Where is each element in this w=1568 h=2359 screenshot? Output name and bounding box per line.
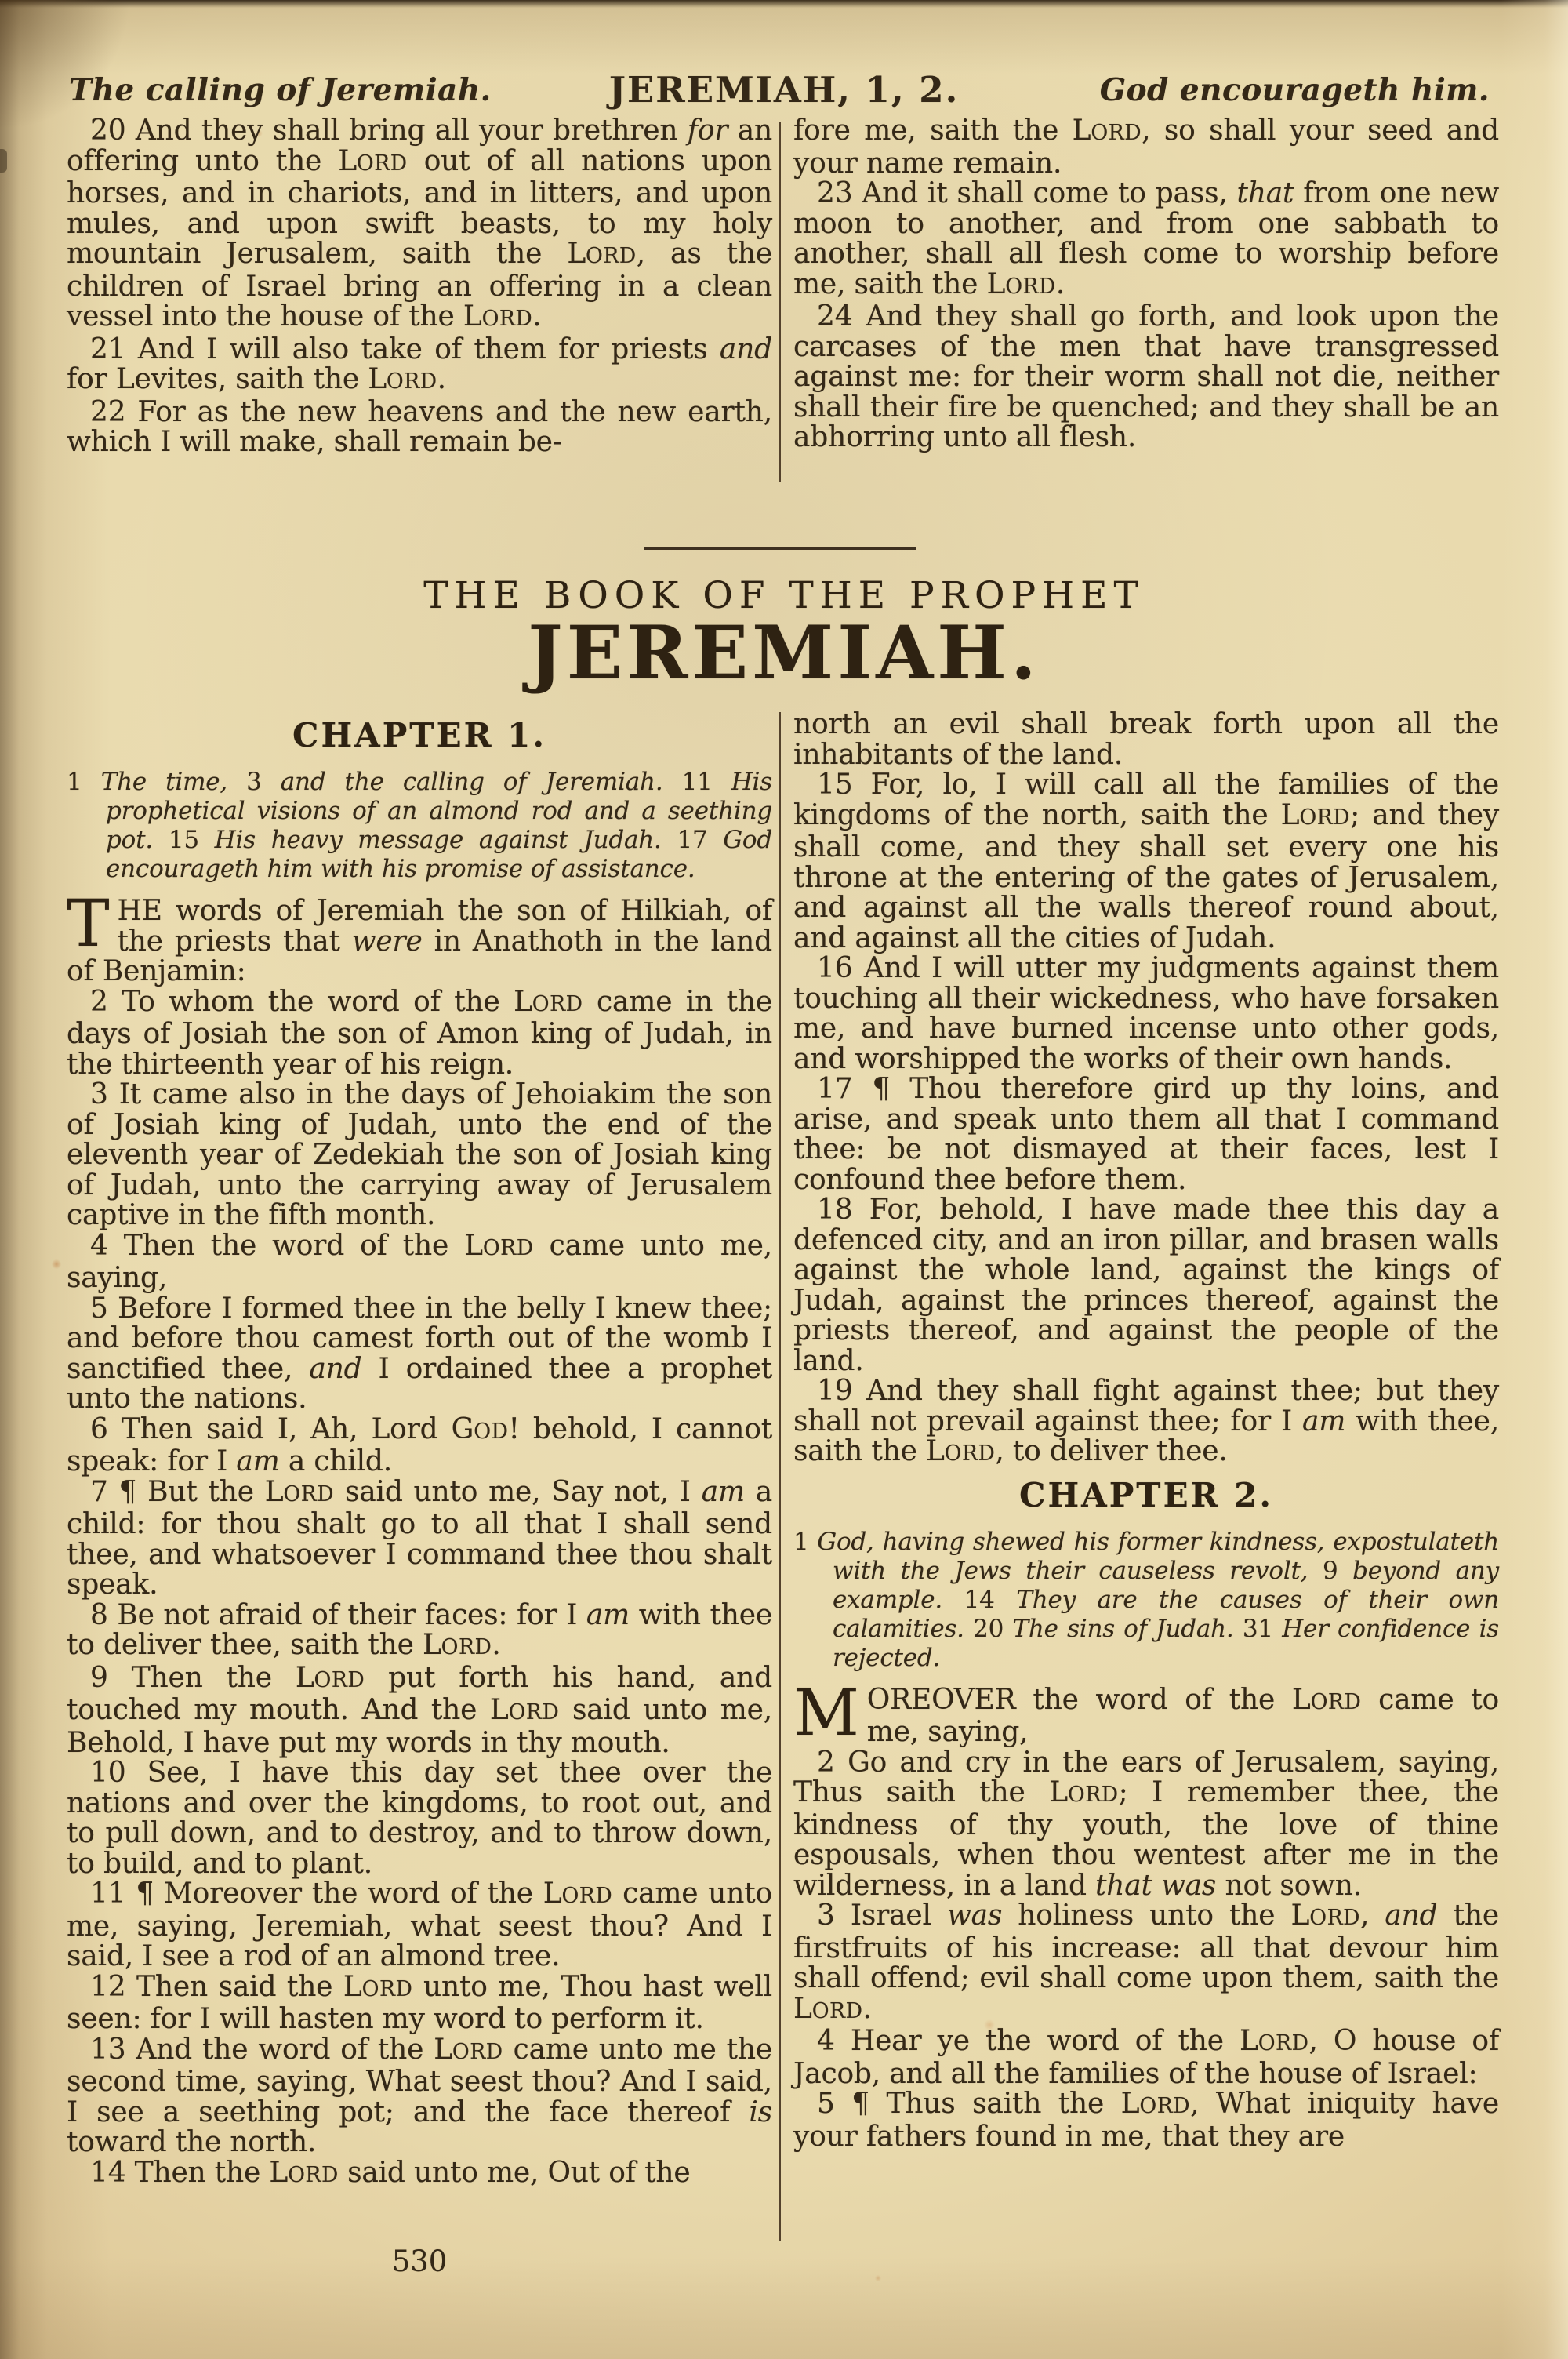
verse-paragraph: 18 For, behold, I have made thee this day a defenced city, and an iron pillar, and brasen walls against the whole land, against the kings of Judah, against the princes thereof, against the priests thereof, and against the people of the land. xyxy=(793,1194,1499,1377)
main-left-column xyxy=(67,710,772,2190)
verse-paragraph: 12 Then said the LORD unto me, Thou hast well seen: for I will hasten my word to perform it. xyxy=(67,1970,772,2035)
verse-paragraph: 3 It came also in the days of Jehoiakim the son of Josiah king of Judah, unto the end of the eleventh year of Zedekiah the son of Josiah king of Judah, unto the carrying away of Jerusalem captive in the fifth month. xyxy=(67,1078,772,1231)
drop-cap: T xyxy=(67,887,110,961)
chapter-summary: 1 God, having shewed his former kindness, expostulateth with the Jews their causeless revolt, 9 beyond any example. 14 They are the causes of their own calamities. 20 The sins of Judah. 31 Her confidence is rejected. xyxy=(793,1527,1500,1672)
verse-paragraph: 24 And they shall go forth, and look upon the carcases of the men that have transgressed against me: for their worm shall not die, neither shall their fire be quenched; and they shall be an abhorring unto all flesh. xyxy=(793,300,1499,453)
verse-continuation: fore me, saith the LORD, so shall your seed and your name remain. xyxy=(793,114,1500,180)
book-title-line1: THE BOOK OF THE PROPHET xyxy=(423,574,1145,617)
chapter-heading: CHAPTER 1. xyxy=(292,716,546,754)
verse-paragraph: 21 And I will also take of them for priests and for Levites, saith the LORD. xyxy=(67,333,772,395)
running-head-center: JEREMIAH, 1, 2. xyxy=(608,69,960,111)
page-edge-mark xyxy=(0,149,7,173)
verse-paragraph: 19 And they shall fight against thee; but they shall not prevail against thee; for I am with thee, saith the LORD, to deliver thee. xyxy=(793,1375,1500,1467)
top-right-column xyxy=(793,116,1499,453)
chapter-summary: 1 The time, 3 and the calling of Jeremiah. 11 His prophetical visions of an almond rod and a seething pot. 15 His heavy message against Judah. 17 God encourageth him with his promise of assistance. xyxy=(67,768,772,883)
verse-paragraph-dropcap: THE words of Jeremiah the son of Hilkiah, of the priests that were in Anathoth in the land of Benjamin: xyxy=(67,887,772,987)
running-head-left: The calling of Jeremiah. xyxy=(69,72,492,108)
verse-continuation: north an evil shall break forth upon all the inhabitants of the land. xyxy=(793,708,1499,771)
verse-paragraph: 20 And they shall bring all your brethren for an offering unto the LORD out of all nations upon horses, and in chariots, and in litters, and upon mules, and upon swift beasts, to my holy mountain Jerusalem, saith the LORD, as the children of Israel bring an offering in a clean vessel into the house of the LORD. xyxy=(67,114,772,333)
verse-paragraph: 4 Hear ye the word of the LORD, O house of Jacob, and all the families of the house of Israel: xyxy=(793,2025,1499,2090)
column-divider-main xyxy=(779,712,781,2241)
verse-paragraph: 6 Then said I, Ah, Lord GOD! behold, I cannot speak: for I am a child. xyxy=(67,1412,773,1478)
verse-paragraph: 10 See, I have this day set thee over the nations and over the kingdoms, to root out, and to pull down, and to destroy, and to throw down, to build, and to plant. xyxy=(67,1757,772,1880)
verse-paragraph: 17 ¶ Thou therefore gird up thy loins, and arise, and speak unto them all that I command thee: be not dismayed at their faces, lest I confound thee before them. xyxy=(793,1073,1499,1196)
verse-paragraph: 15 For, lo, I will call all the families of the kingdoms of the north, saith the LORD; and they shall come, and they shall set every one his throne at the entering of the gates of Jerusalem, and against all the walls thereof round about, and against all the cities of Judah. xyxy=(793,769,1499,954)
verse-paragraph: 14 Then the LORD said unto me, Out of the xyxy=(90,2156,691,2189)
column-divider-top xyxy=(779,122,781,482)
verse-paragraph: 5 Before I formed thee in the belly I knew thee; and before thou camest forth out of the womb I sanctified thee, and I ordained thee a prophet unto the nations. xyxy=(67,1292,772,1415)
drop-cap: M xyxy=(793,1675,859,1750)
verse-paragraph: 8 Be not afraid of their faces: for I am with thee to deliver thee, saith the LORD. xyxy=(67,1598,772,1661)
main-right-column xyxy=(793,710,1499,2152)
verse-paragraph: 23 And it shall come to pass, that from one new moon to another, and from one sabbath to another, shall all flesh come to worship before me, saith the LORD. xyxy=(793,177,1500,300)
page-number: 530 xyxy=(391,2245,448,2278)
verse-paragraph: 9 Then the LORD put forth his hand, and touched my mouth. And the LORD said unto me, Behold, I have put my words in thy mouth. xyxy=(67,1661,772,1759)
section-rule xyxy=(644,547,916,550)
verse-paragraph: 11 ¶ Moreover the word of the LORD came unto me, saying, Jeremiah, what seest thou? And I said, I see a rod of an almond tree. xyxy=(67,1877,772,1972)
verse-paragraph: 16 And I will utter my judgments against them touching all their wickedness, who have forsaken me, and have burned incense unto other gods, and worshipped the works of their own hands. xyxy=(793,952,1499,1075)
verse-paragraph: 3 Israel was holiness unto the LORD, and the firstfruits of his increase: all that devour him shall offend; evil shall come upon them, saith the LORD. xyxy=(793,1899,1499,2025)
verse-paragraph: 7 ¶ But the LORD said unto me, Say not, I am a child: for thou shalt go to all that I shall send thee, and whatsoever I command thee thou shalt speak. xyxy=(67,1475,773,1601)
verse-paragraph: 13 And the word of the LORD came unto me the second time, saying, What seest thou? And I said, I see a seething pot; and the face thereof is toward the north. xyxy=(67,2033,772,2158)
verse-paragraph: 22 For as the new heavens and the new earth, which I will make, shall remain be- xyxy=(67,395,772,458)
verse-paragraph-dropcap: MOREOVER the word of the LORD came to me, saying, xyxy=(793,1675,1499,1750)
top-left-column xyxy=(67,116,772,458)
chapter-heading: CHAPTER 2. xyxy=(1019,1475,1273,1514)
verse-paragraph: 2 Go and cry in the ears of Jerusalem, saying, Thus saith the LORD; I remember thee, the kindness of thy youth, the love of thine espousals, when thou wentest after me in the wilderness, in a land that was not sown. xyxy=(793,1746,1499,1902)
verse-paragraph: 2 To whom the word of the LORD came in the days of Josiah the son of Amon king of Judah, in the thirteenth year of his reign. xyxy=(67,985,773,1081)
verse-paragraph: 5 ¶ Thus saith the LORD, What iniquity have your fathers found in me, that they are xyxy=(793,2088,1499,2153)
book-title-line2: JEREMIAH. xyxy=(528,610,1040,696)
running-head-right: God encourageth him. xyxy=(1099,72,1490,108)
verse-paragraph: 4 Then the word of the LORD came unto me, saying, xyxy=(67,1229,773,1294)
